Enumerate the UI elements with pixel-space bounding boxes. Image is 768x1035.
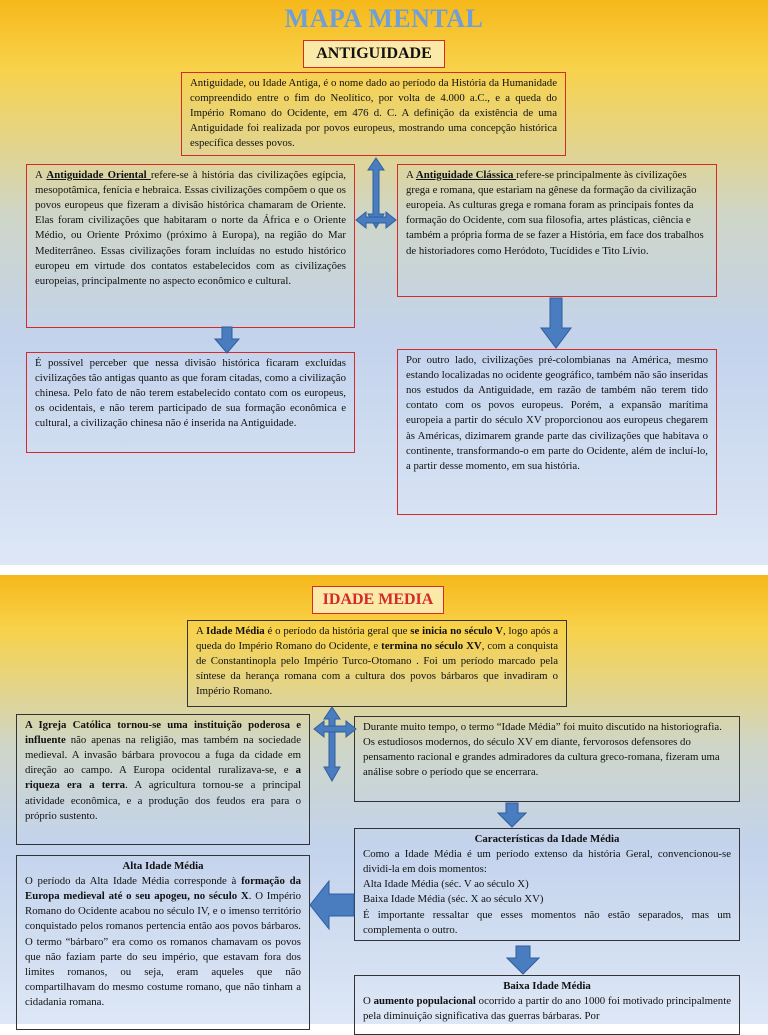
classica-pre: A [406, 169, 416, 181]
heading-idade-media: IDADE MEDIA [312, 586, 444, 614]
intro-bold: se inicia no século V [410, 625, 504, 637]
alta-title: Alta Idade Média [122, 860, 204, 872]
oriental-pre: A [35, 169, 47, 181]
igreja-bold: A Igreja Católica tornou-se uma instituição poderosa e influente [25, 719, 301, 747]
caracteristicas-line: Como a Idade Média é um período extenso da história Geral, convencionou-se dividi-la em dois momentos: [363, 848, 731, 876]
igreja-box [16, 714, 310, 845]
intro-bold: Idade Média [206, 625, 265, 637]
classica-term: Antiguidade Clássica [415, 169, 517, 181]
caracteristicas-title: Características da Idade Média [474, 833, 620, 845]
caracteristicas-line: Baixa Idade Média (séc. X ao século XV) [363, 893, 544, 906]
intro-bold: termina no século XV [381, 640, 482, 653]
intro-part: , logo após a queda do Império Romano do Ocidente, e [196, 625, 558, 653]
intro-antiguidade-box [181, 72, 566, 156]
down-arrow-icon [540, 297, 572, 349]
igreja-bold: a riqueza era a terra [25, 764, 301, 792]
baixa-part: ocorrido a partir do ano 1000 foi motivado principalmente pela diminuição significativa das guerras bárbaras. Por [363, 995, 732, 1023]
caracteristicas-line: É importante ressaltar que esses momentos não estão separados, mas um complementa o outro. [363, 908, 731, 936]
igreja-part: não apenas na religião, mas também na sociedade medieval. A invasão bárbara provocou a fuga da cidade em direção ao campo. A Europa ocidental ruralizava-se, e [25, 734, 301, 777]
slide-idade-media [0, 575, 768, 1024]
page-title: MAPA MENTAL [284, 4, 484, 33]
intro-part: , com a conquista de Constantinopla pelo Império Turco-Otomano . Foi um período marcado pela síntese da herança romana com a cultura dos povos bárbaros que invadiram o Império Romano. [196, 640, 558, 698]
alta-part: O período da Alta Idade Média corresponde à [25, 875, 242, 888]
alta-bold: formação da Europa medieval até o seu apogeu, no século X [25, 875, 301, 903]
oriental-term: Antiguidade Oriental [46, 169, 151, 181]
heading-antiguidade: ANTIGUIDADE [303, 40, 445, 68]
left-arrow-icon [309, 879, 355, 931]
america-text: Por outro lado, civilizações pré-colombianas na América, mesmo estando localizadas no ocidente geográfico, também não são inseridas nos estudos da Antiguidade, em razão de também não terem tido contato com os povos europeus. Porém, a expansão marítima europeia a partir do século XV proporcionou aos europeus chegarem às Américas, dizimarem grande parte das civilizações que habitava o continente, transformando-o em parte do Ocidente, além de incluí-lo, a partir desse momento, em sua história. [406, 354, 708, 472]
baixa-idade-media-box [354, 975, 740, 1035]
igreja-part: . A agricultura tornou-se a principal atividade econômica, e a produção dos feudos era para o próprio sustento. [25, 779, 301, 822]
caracteristicas-box [354, 828, 740, 941]
alta-idade-media-box [16, 855, 310, 1030]
termo-text: Durante muito tempo, o termo “Idade Média” foi muito discutido na historiografia. Os estudiosos modernos, do século XV em diante, fervorosos defensores do pensamento racional e grandes admiradores da cultura greco-romana, fizeram uma análise sobre o período que se encerrara. [363, 721, 722, 779]
down-arrow-icon [497, 802, 527, 828]
america-box [397, 349, 717, 515]
slide-gap [0, 565, 768, 575]
oriental-text: refere-se à história das civilizações egípcia, mesopotâmica, fenícia e hebraica. Essas civilizações compõem o que os povos europeus que fizeram a divisão histórica chamaram de Oriente. Elas foram civilizações que habitaram o norte da África e o Oriente Médio, ou Oriente Próximo (próximo à Europa), na região do Mar Mediterrâneo. Essas civilizações foram incluídas no estudo histórico europeu em virtude dos contatos estabelecidos com as civilizações europeias, principalmente no aspecto econômico e cultural. [35, 169, 347, 287]
china-text: É possível perceber que nessa divisão histórica ficaram excluídas civilizações tão antigas quanto as que foram citadas, como a civilização chinesa. Pelo fato de não terem estabelecido contato com os europeus, os ocidentais, e não terem participado de sua formação econômica e cultural, a civilização chinesa não é inserida na Antiguidade. [35, 357, 346, 430]
alta-part: . O Império Romano do Ocidente acabou no século IV, e o imenso território conquistado pelos romanos pertencia então aos povos bárbaros. O termo “bárbaro” era como os romanos chamavam os povos que não faziam parte do seu império, que estavam fora dos limites romanos, ou seja, eram aqueles que não compartilhavam do mesmo costume romano, que não tinham a cidadania romana. [25, 890, 301, 1008]
down-arrow-icon [506, 945, 540, 975]
intro-part: é o período da história geral que [264, 625, 411, 637]
antiguidade-classica-box [397, 164, 717, 297]
termo-box [354, 716, 740, 802]
quad-arrow-icon [312, 705, 358, 785]
intro-idade-media-box [187, 620, 567, 707]
baixa-title: Baixa Idade Média [503, 980, 591, 992]
intro-part: A [196, 625, 207, 637]
antiguidade-oriental-box [26, 164, 355, 328]
quad-arrow-icon [354, 156, 398, 232]
caracteristicas-line: Alta Idade Média (séc. V ao século X) [363, 878, 529, 891]
down-arrow-icon [214, 326, 240, 354]
baixa-part: O [363, 995, 374, 1008]
baixa-bold: aumento populacional [373, 995, 476, 1008]
classica-text: refere-se principalmente às civilizações grega e romana, que estariam na gênese da formação da civilização europeia. As culturas grega e romana foram as principais fontes da formação do Ocidente, com sua filosofia, artes plásticas, ciência e também a própria forma de se fazer a História, em face dos trabalhos de historiadores como Heródoto, Tucídides e Tito Lívio. [406, 169, 704, 257]
intro-antiguidade-text: Antiguidade, ou Idade Antiga, é o nome dado ao período da História da Humanidade compreendido entre o fim do Neolítico, por volta de 4.000 a.C., e a queda do Império Romano do Ocidente, em 476 d. C. A definição da existência de uma Antiguidade foi realizada por povos europeus, mostrando uma concepção histórica específica desses povos. [190, 77, 557, 150]
china-box [26, 352, 355, 453]
